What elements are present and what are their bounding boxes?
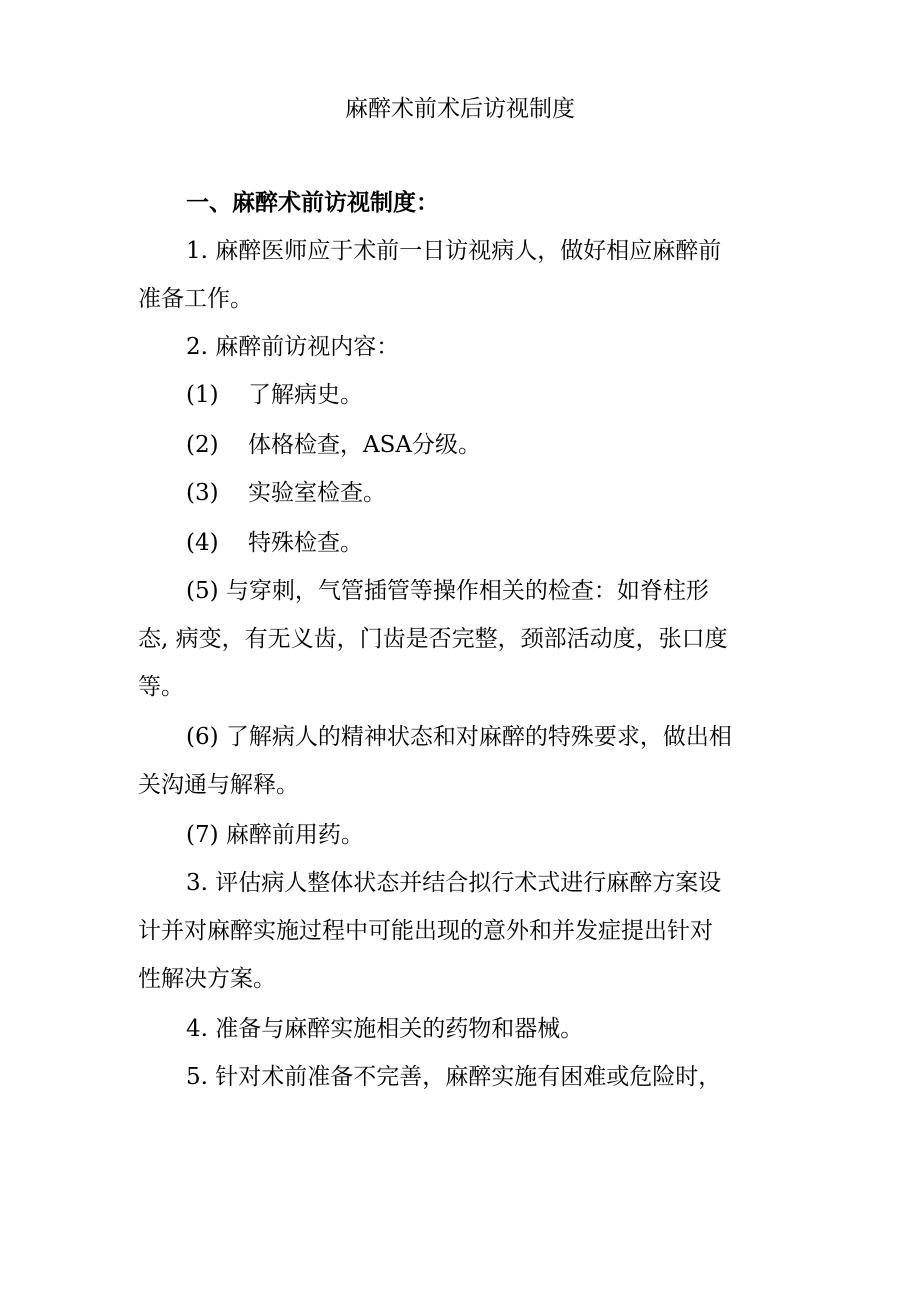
- item-1-line-1: 1. 麻醉医师应于术前一日访视病人，做好相应麻醉前: [186, 238, 722, 264]
- sub-item-text: 了解病史。: [248, 382, 363, 408]
- sub-item-4: [186, 526, 363, 560]
- sub-item-7: (7) 麻醉前用药。: [186, 822, 364, 848]
- sub-item-1: [186, 378, 363, 412]
- item-3-line-1: 3. 评估病人整体状态并结合拟行术式进行麻醉方案设: [186, 870, 722, 896]
- sub-item-text: 体格检查，ASA分级。: [248, 432, 481, 458]
- item-3-line-2: 计并对麻醉实施过程中可能出现的意外和并发症提出针对: [138, 918, 713, 944]
- sub-item-5-line-3: 等。: [138, 674, 184, 700]
- sub-item-2: [186, 428, 481, 462]
- item-3-line-3: 性解决方案。: [138, 966, 276, 992]
- sub-item-5-line-1: (5) 与穿刺，气管插管等操作相关的检查：如脊柱形: [186, 578, 709, 604]
- document-title: 麻醉术前术后访视制度: [345, 96, 575, 122]
- item-1-line-2: 准备工作。: [138, 286, 253, 312]
- section-heading: 一、麻醉术前访视制度：: [186, 190, 439, 216]
- sub-item-text: 实验室检查。: [248, 480, 386, 506]
- sub-item-number: (4): [186, 530, 219, 556]
- sub-item-number: (2): [186, 432, 219, 458]
- item-5-line-1: 5. 针对术前准备不完善，麻醉实施有困难或危险时，: [186, 1064, 722, 1090]
- sub-item-5-line-2: 态, 病变，有无义齿，门齿是否完整，颈部活动度，张口度: [138, 626, 728, 652]
- item-4: 4. 准备与麻醉实施相关的药物和器械。: [186, 1016, 584, 1042]
- sub-item-number: (1): [186, 382, 219, 408]
- sub-item-text: 特殊检查。: [248, 530, 363, 556]
- sub-item-3: [186, 476, 386, 510]
- sub-item-number: (3): [186, 480, 219, 506]
- sub-item-6-line-1: (6) 了解病人的精神状态和对麻醉的特殊要求，做出相: [186, 724, 732, 750]
- item-2: 2. 麻醉前访视内容：: [186, 334, 400, 360]
- sub-item-6-line-2: 关沟通与解释。: [138, 772, 299, 798]
